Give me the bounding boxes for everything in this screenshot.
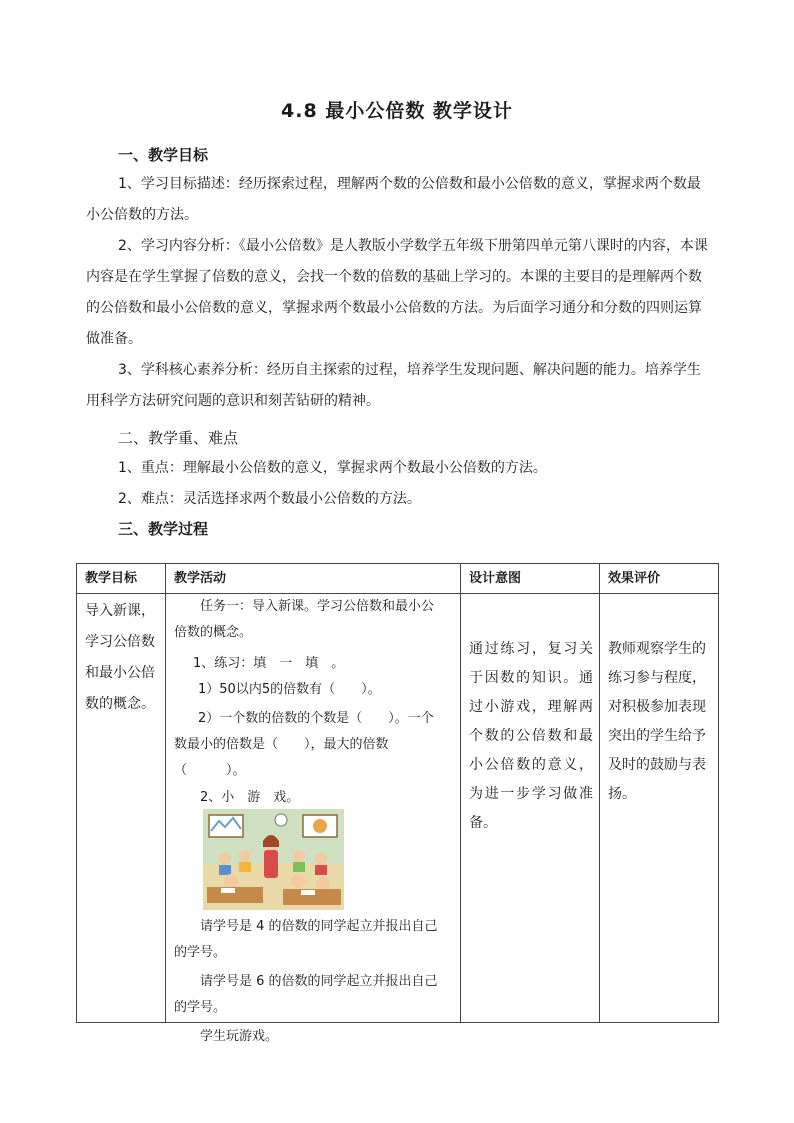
exercise-question-1: 1）50以内5的倍数有（ ）。 bbox=[198, 682, 381, 697]
goal-text: 导入新课，学习公倍数和最小公倍数的概念。 bbox=[85, 603, 155, 712]
section-heading-process: 三、教学过程 bbox=[118, 520, 209, 538]
classroom-illustration bbox=[203, 809, 344, 910]
document-title: 4.8 最小公倍数 教学设计 bbox=[281, 100, 513, 122]
instruction-2: 请学号是 6 的倍数的同学起立并报出自己 bbox=[200, 974, 438, 989]
header-activity: 教学活动 bbox=[166, 564, 461, 594]
task-line-cont: 倍数的概念。 bbox=[174, 625, 253, 640]
table-row bbox=[77, 594, 719, 1023]
difficult-point-line: 2、难点：灵活选择求两个数最小公倍数的方法。 bbox=[118, 491, 421, 507]
objective-paragraph-2: 2、学习内容分析：《最小公倍数》是人教版小学数学五年级下册第四单元第八课时的内容，本课内容是在学生掌握了倍数的意义，会找一个数的倍数的基础上学习的。本课的主要目的是理解两个数的公倍数和最小公倍数的意义，掌握求两个数最小公倍数的方法。为后面学习通分和分数的四则运算做准备。 bbox=[86, 238, 708, 347]
table-header-row bbox=[77, 564, 719, 594]
lesson-plan-table bbox=[76, 563, 719, 1044]
objective-paragraph-1: 1、学习目标描述：经历探索过程，理解两个数的公倍数和最小公倍数的意义，掌握求两个数最小公倍数的方法。 bbox=[86, 176, 701, 223]
exercise-question-2-cont: 数最小的倍数是（ ），最大的倍数 bbox=[174, 737, 389, 752]
exercise-question-2: 2）一个数的倍数的个数是（ ）。一个 bbox=[198, 711, 434, 726]
objective-paragraph-3: 3、学科核心素养分析：经历自主探索的过程，培养学生发现问题、解决问题的能力。培养学生用科学方法研究问题的意识和刻苦钻研的精神。 bbox=[86, 362, 701, 409]
instruction-1-cont: 的学号。 bbox=[174, 945, 227, 960]
section-heading-objectives: 一、教学目标 bbox=[118, 146, 209, 164]
evaluation-text: 教师观察学生的练习参与程度，对积极参加表现突出的学生给予及时的鼓励与表扬。 bbox=[608, 641, 706, 802]
game-title: 2、小 游 戏。 bbox=[200, 790, 300, 805]
goal-cell bbox=[77, 594, 166, 1023]
instruction-2-cont: 的学号。 bbox=[174, 1000, 227, 1015]
exercise-title: 1、练习：填 一 填 。 bbox=[193, 656, 345, 671]
exercise-question-2-end: （ ）。 bbox=[174, 763, 246, 778]
evaluation-cell bbox=[600, 594, 719, 1023]
header-goal: 教学目标 bbox=[77, 564, 166, 594]
header-intent: 设计意图 bbox=[461, 564, 600, 594]
play-line: 学生玩游戏。 bbox=[200, 1029, 279, 1044]
intent-text: 通过练习，复习关于因数的知识。通过小游戏，理解两个数的公倍数和最小公倍数的意义，为进一步学习做准备。 bbox=[469, 641, 593, 831]
key-point-line: 1、重点：理解最小公倍数的意义，掌握求两个数最小公倍数的方法。 bbox=[118, 460, 547, 476]
header-evaluation: 效果评价 bbox=[600, 564, 719, 594]
task-line: 任务一：导入新课。学习公倍数和最小公 bbox=[200, 599, 435, 614]
section-heading-key-points: 二、教学重、难点 bbox=[118, 429, 239, 447]
instruction-1: 请学号是 4 的倍数的同学起立并报出自己 bbox=[200, 919, 438, 934]
activity-cell bbox=[166, 594, 461, 1044]
intent-cell bbox=[461, 594, 600, 1023]
